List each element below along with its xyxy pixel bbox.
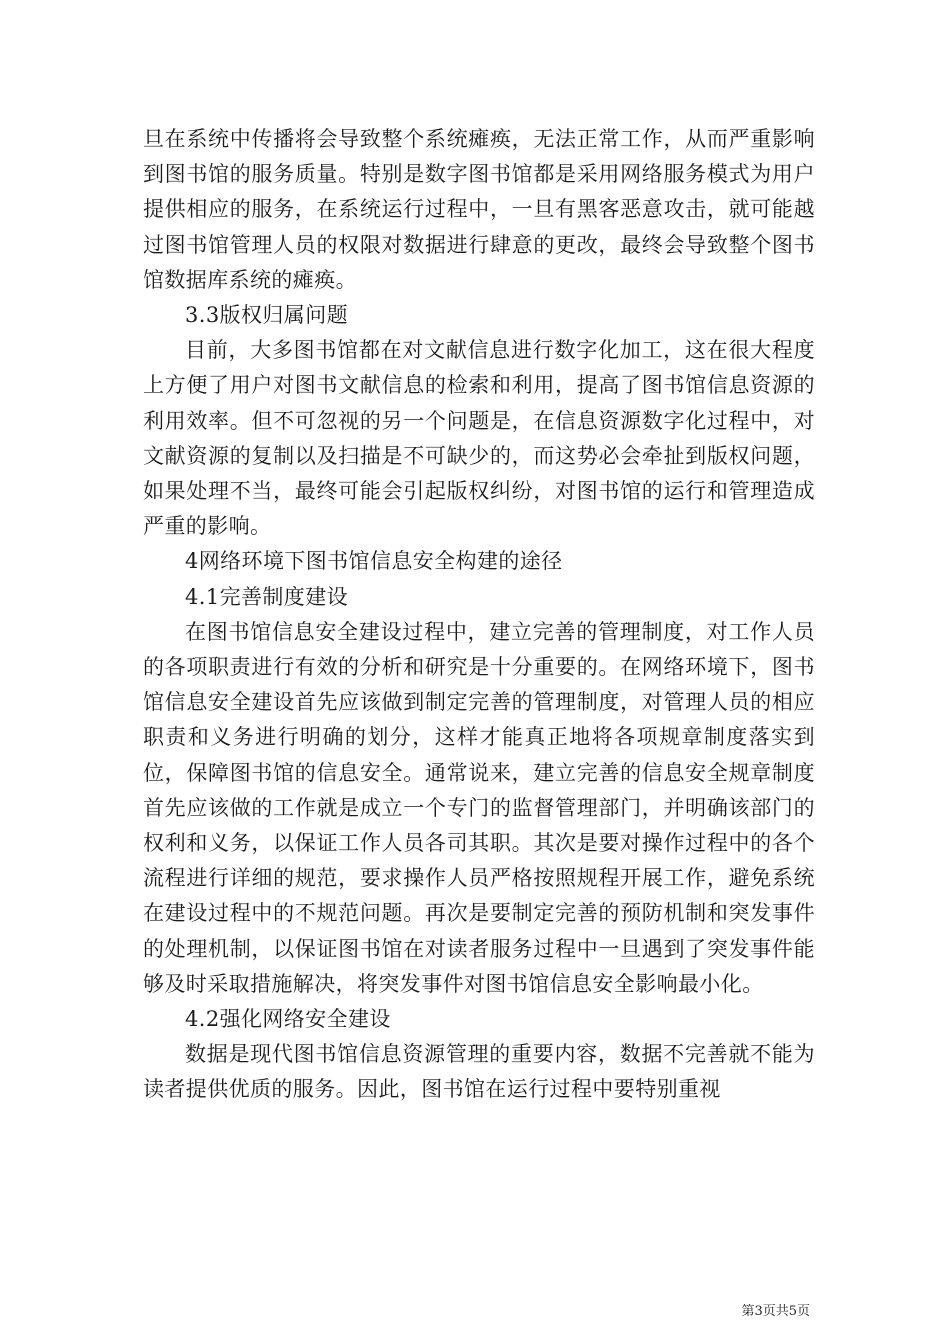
document-body	[143, 122, 815, 1108]
paragraph-network-security: 数据是现代图书馆信息资源管理的重要内容，数据不完善就不能为读者提供优质的服务。因此，图书馆在运行过程中要特别重视	[143, 1042, 815, 1102]
page-number-footer: 第3页共5页	[741, 1304, 810, 1319]
section-heading-4: 4网络环境下图书馆信息安全构建的途径	[185, 549, 563, 574]
section-heading-4-2: 4.2强化网络安全建设	[185, 1007, 391, 1032]
paragraph-system-building: 在图书馆信息安全建设过程中，建立完善的管理制度，对工作人员的各项职责进行有效的分析和研究是十分重要的。在网络环境下，图书馆信息安全建设首先应该做到制定完善的管理制度，对管理人员的相应职责和义务进行明确的划分，这样才能真正地将各项规章制度落实到位，保障图书馆的信息安全。通常说来，建立完善的信息安全规章制度首先应该做的工作就是成立一个专门的监督管理部门，并明确该部门的权利和义务，以保证工作人员各司其职。其次是要对操作过程中的各个流程进行详细的规范，要求操作人员严格按照规程开展工作，避免系统在建设过程中的不规范问题。再次是要制定完善的预防机制和突发事件的处理机制，以保证图书馆在对读者服务过程中一旦遇到了突发事件能够及时采取措施解决，将突发事件对图书馆信息安全影响最小化。	[143, 619, 815, 996]
paragraph-copyright: 目前，大多图书馆都在对文献信息进行数字化加工，这在很大程度上方便了用户对图书文献信息的检索和利用，提高了图书馆信息资源的利用效率。但不可忽视的另一个问题是，在信息资源数字化过程中，对文献资源的复制以及扫描是不可缺少的，而这势必会牵扯到版权问题，如果处理不当，最终可能会引起版权纠纷，对图书馆的运行和管理造成严重的影响。	[143, 338, 815, 539]
paragraph-continuation: 旦在系统中传播将会导致整个系统瘫痪，无法正常工作，从而严重影响到图书馆的服务质量。特别是数字图书馆都是采用网络服务模式为用户提供相应的服务，在系统运行过程中，一旦有黑客恶意攻击，就可能越过图书馆管理人员的权限对数据进行肆意的更改，最终会导致整个图书馆数据库系统的瘫痪。	[143, 127, 815, 292]
section-heading-3-3: 3.3版权归属问题	[185, 303, 348, 328]
section-heading-4-1: 4.1完善制度建设	[185, 584, 348, 609]
